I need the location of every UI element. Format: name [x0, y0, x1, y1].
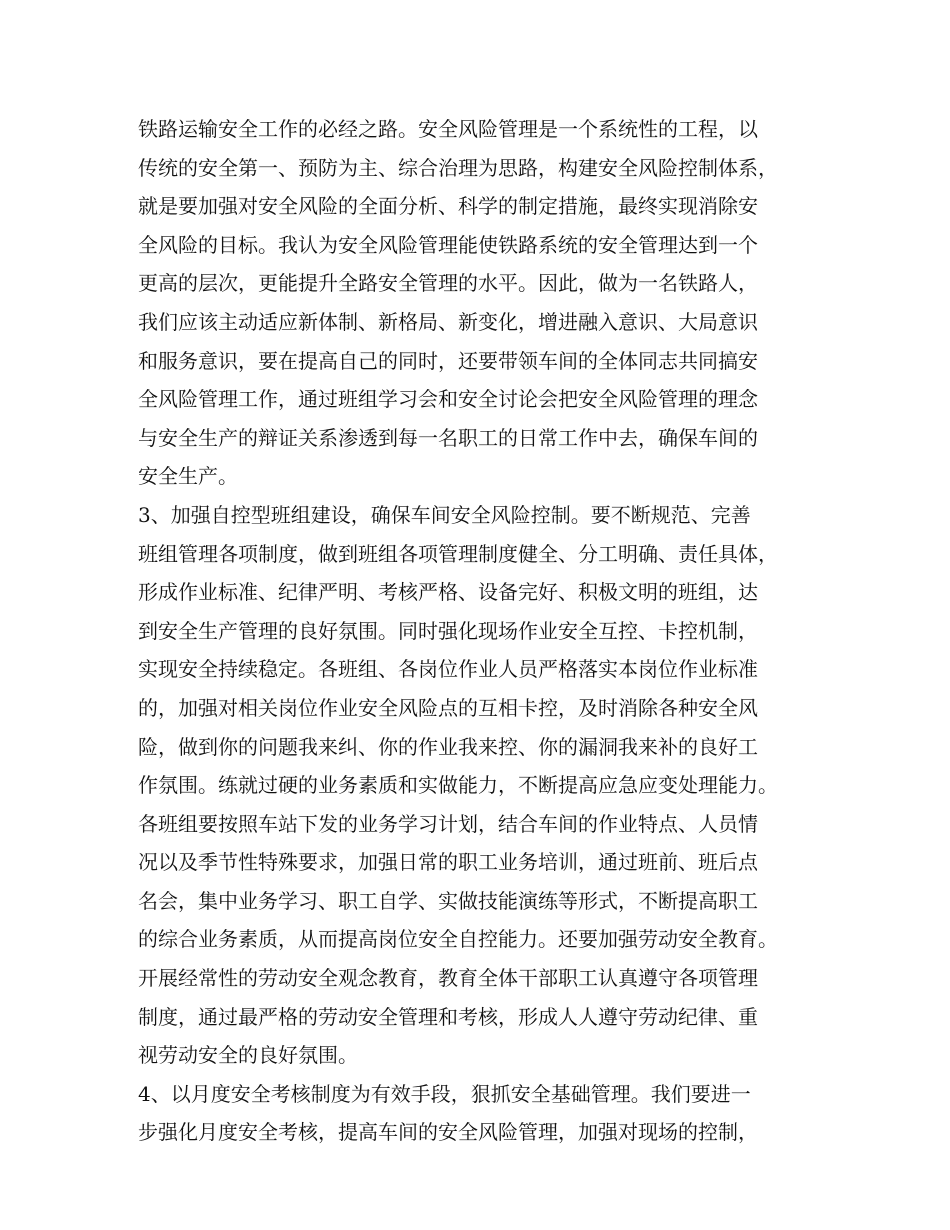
text-line: 和服务意识，要在提高自己的同时，还要带领车间的全体同志共同搞安 — [138, 348, 758, 373]
text-line: 形成作业标准、纪律严明、考核严格、设备完好、积极文明的班组，达 — [138, 580, 758, 605]
text-line: 传统的安全第一、预防为主、综合治理为思路，构建安全风险控制体系， — [138, 155, 778, 180]
text-line: 我们应该主动适应新体制、新格局、新变化，增进融入意识、大局意识 — [138, 309, 758, 334]
text-line: 就是要加强对安全风险的全面分析、科学的制定措施，最终实现消除安 — [138, 194, 758, 219]
text-line: 到安全生产管理的良好氛围。同时强化现场作业安全互控、卡控机制， — [138, 618, 758, 643]
text-line: 名会，集中业务学习、职工自学、实做技能演练等形式，不断提高职工 — [138, 888, 758, 913]
text-line: 各班组要按照车站下发的业务学习计划，结合车间的作业特点、人员情 — [138, 811, 758, 836]
text-line: 的综合业务素质，从而提高岗位安全自控能力。还要加强劳动安全教育。 — [138, 927, 778, 952]
text-line: 视劳动安全的良好氛围。 — [138, 1043, 358, 1068]
text-line: 班组管理各项制度，做到班组各项管理制度健全、分工明确、责任具体， — [138, 541, 778, 566]
text-line: 制度，通过最严格的劳动安全管理和考核，形成人人遵守劳动纪律、重 — [138, 1004, 758, 1029]
text-line: 4、以月度安全考核制度为有效手段，狠抓安全基础管理。我们要进一 — [138, 1081, 751, 1106]
text-line: 与安全生产的辩证关系渗透到每一名职工的日常工作中去，确保车间的 — [138, 425, 758, 450]
text-line: 更高的层次，更能提升全路安全管理的水平。因此，做为一名铁路人， — [138, 271, 758, 296]
text-line: 铁路运输安全工作的必经之路。安全风险管理是一个系统性的工程，以 — [138, 117, 758, 141]
text-line: 步强化月度安全考核，提高车间的安全风险管理，加强对现场的控制， — [138, 1120, 758, 1145]
text-line: 安全生产。 — [138, 464, 238, 489]
text-line: 的，加强对相关岗位作业安全风险点的互相卡控，及时消除各种安全风 — [138, 695, 758, 720]
text-line: 况以及季节性特殊要求，加强日常的职工业务培训，通过班前、班后点 — [138, 850, 758, 875]
text-line: 3、加强自控型班组建设，确保车间安全风险控制。要不断规范、完善 — [138, 502, 751, 527]
text-line: 实现安全持续稳定。各班组、各岗位作业人员严格落实本岗位作业标准 — [138, 657, 758, 682]
text-line: 全风险管理工作，通过班组学习会和安全讨论会把安全风险管理的理念 — [138, 387, 758, 412]
text-line: 全风险的目标。我认为安全风险管理能使铁路系统的安全管理达到一个 — [138, 232, 758, 257]
text-line: 作氛围。练就过硬的业务素质和实做能力，不断提高应急应变处理能力。 — [138, 773, 778, 798]
text-line: 开展经常性的劳动安全观念教育，教育全体干部职工认真遵守各项管理 — [138, 966, 758, 991]
body-text — [138, 110, 828, 1152]
text-line: 险，做到你的问题我来纠、你的作业我来控、你的漏洞我来补的良好工 — [138, 734, 758, 759]
